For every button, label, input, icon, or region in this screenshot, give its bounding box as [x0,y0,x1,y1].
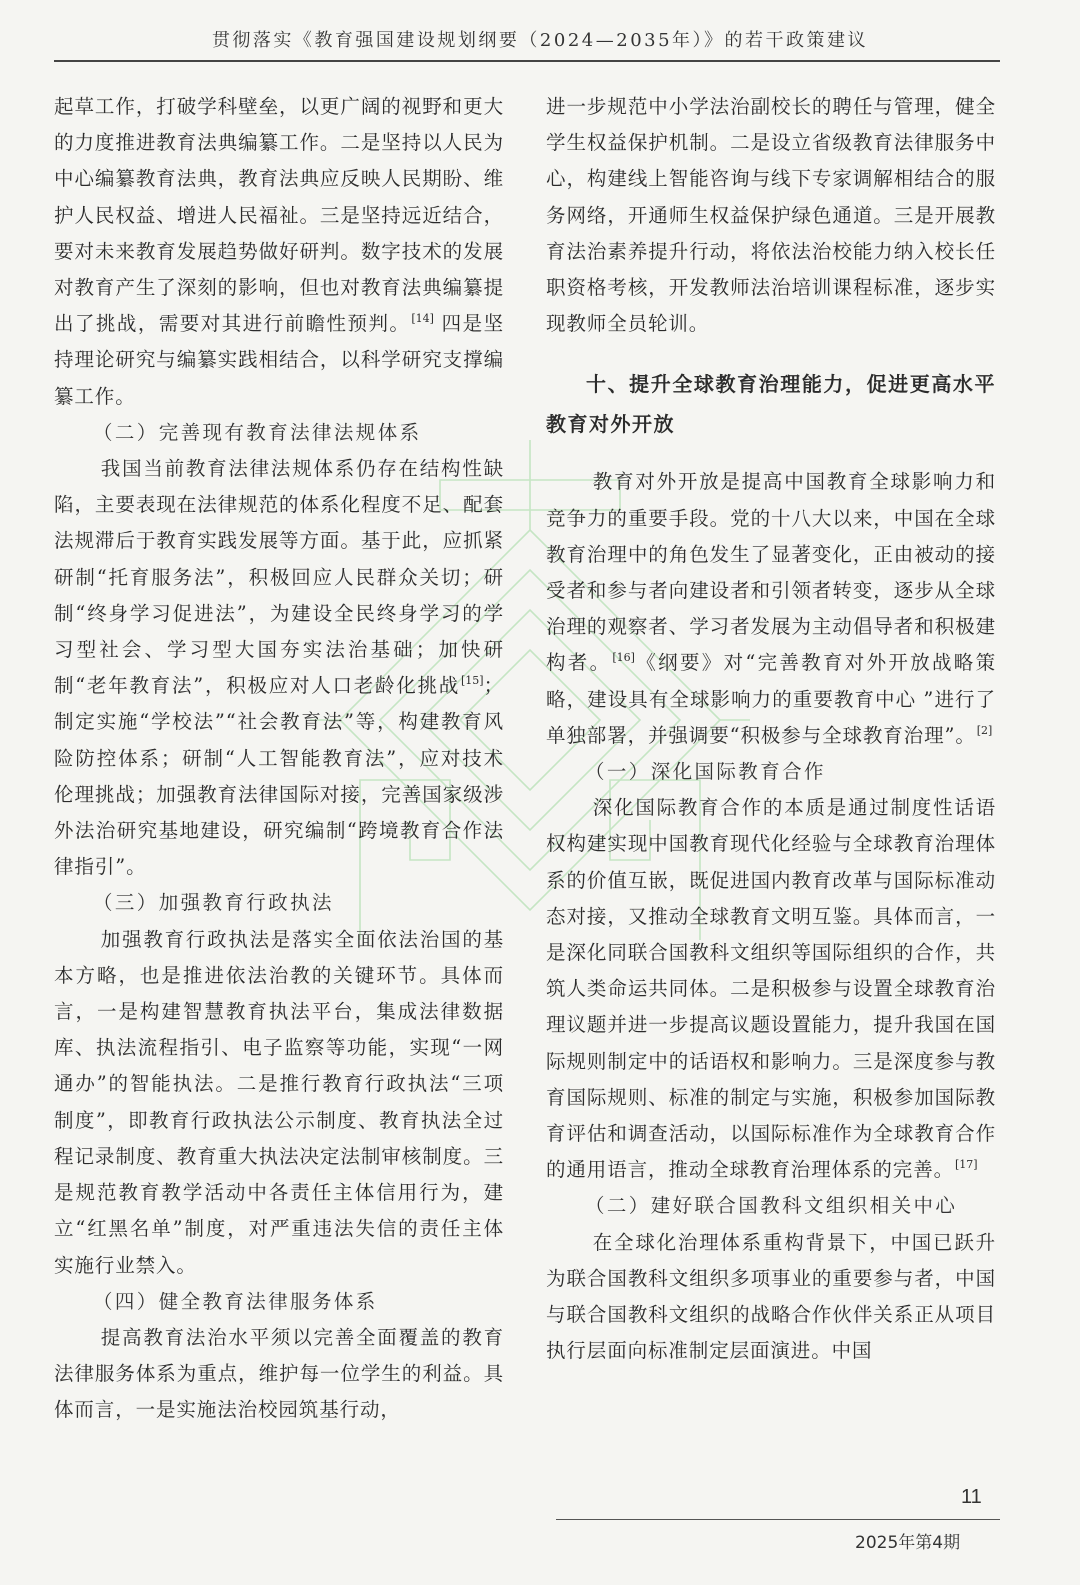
issue-label: 2025年第4期 [855,1533,961,1553]
subheading: （二）建好联合国教科文组织相关中心 [585,1194,958,1218]
paragraph: 进一步规范中小学法治副校长的聘任与管理，健全学生权益保护机制。二是设立省级教育法律服务中心，构建线上智能咨询与线下专家调解相结合的服务网络，开通师生权益保护绿色通道。三是开展教育法治素养提升行动，将依法治校能力纳入校长任职资格考核，开发教师法治培训课程标准，逐步实现教师全员轮训。 [546,95,996,336]
page-number: 11 [961,1486,982,1508]
paragraph: 深化国际教育合作的本质是通过制度性话语权构建实现中国教育现代化经验与全球教育治理体系的价值互嵌，既促进国内教育改革与国际标准动态对接，又推动全球教育文明互鉴。具体而言，一是深化同联合国教科文组织等国际组织的合作，共筑人类命运共同体。二是积极参与设置全球教育治理议题并进一步提高议题设置能力，提升我国在国际规则制定中的话语权和影响力。三是深度参与教育国际规则、标准的制定与实施，积极参加国际教育评估和调查活动，以国际标准作为全球教育合作的通用语言，推动全球教育治理体系的完善。[17] [546,796,996,1182]
citation: [2] [976,723,993,737]
section-title: 十、提升全球教育治理能力，促进更高水平教育对外开放 [546,372,996,437]
right-column [546,89,996,1370]
citation: [14] [411,312,434,326]
paragraph: 我国当前教育法律法规体系仍存在结构性缺陷，主要表现在法律规范的体系化程度不足、配套法规滞后于教育实践发展等方面。基于此，应抓紧研制“托育服务法”，积极回应人民群众关切；研制“终身学习促进法”，为建设全民终身学习的学习型社会、学习型大国夯实法治基础；加快研制“老年教育法”，积极应对人口老龄化挑战[15]；制定实施“学校法”“社会教育法”等，构建教育风险防控体系；研制“人工智能教育法”，应对技术伦理挑战；加强教育法律国际对接，完善国家级涉外法治研究基地建设，研究编制“跨境教育合作法律指引”。 [54,457,504,879]
paragraph: 加强教育行政执法是落实全面依法治国的基本方略，也是推进依法治教的关键环节。具体而言，一是构建智慧教育执法平台，集成法律数据库、执法流程指引、电子监察等功能，实现“一网通办”的智能执法。二是推行教育行政执法“三项制度”，即教育行政执法公示制度、教育执法全过程记录制度、教育重大执法决定法制审核制度。三是规范教育教学活动中各责任主体信用行为，建立“红黑名单”制度，对严重违法失信的责任主体实施行业禁入。 [54,927,504,1277]
left-column [54,89,504,1429]
subheading: （二）完善现有教育法律法规体系 [93,420,422,444]
citation: [17] [955,1158,978,1172]
header-rule [54,60,1000,62]
citation: [16] [612,651,635,665]
paragraph: 起草工作，打破学科壁垒，以更广阔的视野和更大的力度推进教育法典编纂工作。二是坚持以人民为中心编纂教育法典，教育法典应反映人民期盼、维护人民权益、增进人民福祉。三是坚持远近结合，要对未来教育发展趋势做好研判。数字技术的发展对教育产生了深刻的影响，但也对教育法典编纂提出了挑战，需要对其进行前瞻性预判。[14] 四是坚持理论研究与编纂实践相结合，以科学研究支撑编纂工作。 [54,95,504,408]
paragraph: 提高教育法治水平须以完善全面覆盖的教育法律服务体系为重点，维护每一位学生的利益。具体而言，一是实施法治校园筑基行动， [54,1325,504,1422]
subheading: （三）加强教育行政执法 [93,891,334,915]
subheading: （一）深化国际教育合作 [585,760,826,784]
citation: [15] [461,674,484,688]
footer-rule [556,1519,1000,1520]
running-header: 贯彻落实《教育强国建设规划纲要（2024—2035年）》的若干政策建议 [211,30,869,51]
subheading: （四）健全教育法律服务体系 [93,1289,378,1313]
paragraph: 教育对外开放是提高中国教育全球影响力和竞争力的重要手段。党的十八大以来，中国在全球教育治理中的角色发生了显著变化，正由被动的接受者和参与者向建设者和引领者转变，逐步从全球治理的观察者、学习者发展为主动倡导者和积极建构者。[16]《纲要》对“完善教育对外开放战略策略，建设具有全球影响力的重要教育中心 ”进行了单独部署，并强调要“积极参与全球教育治理”。[2] [546,470,996,747]
paragraph: 在全球化治理体系重构背景下，中国已跃升为联合国教科文组织多项事业的重要参与者，中国与联合国教科文组织的战略合作伙伴关系正从项目执行层面向标准制定层面演进。中国 [546,1230,996,1363]
